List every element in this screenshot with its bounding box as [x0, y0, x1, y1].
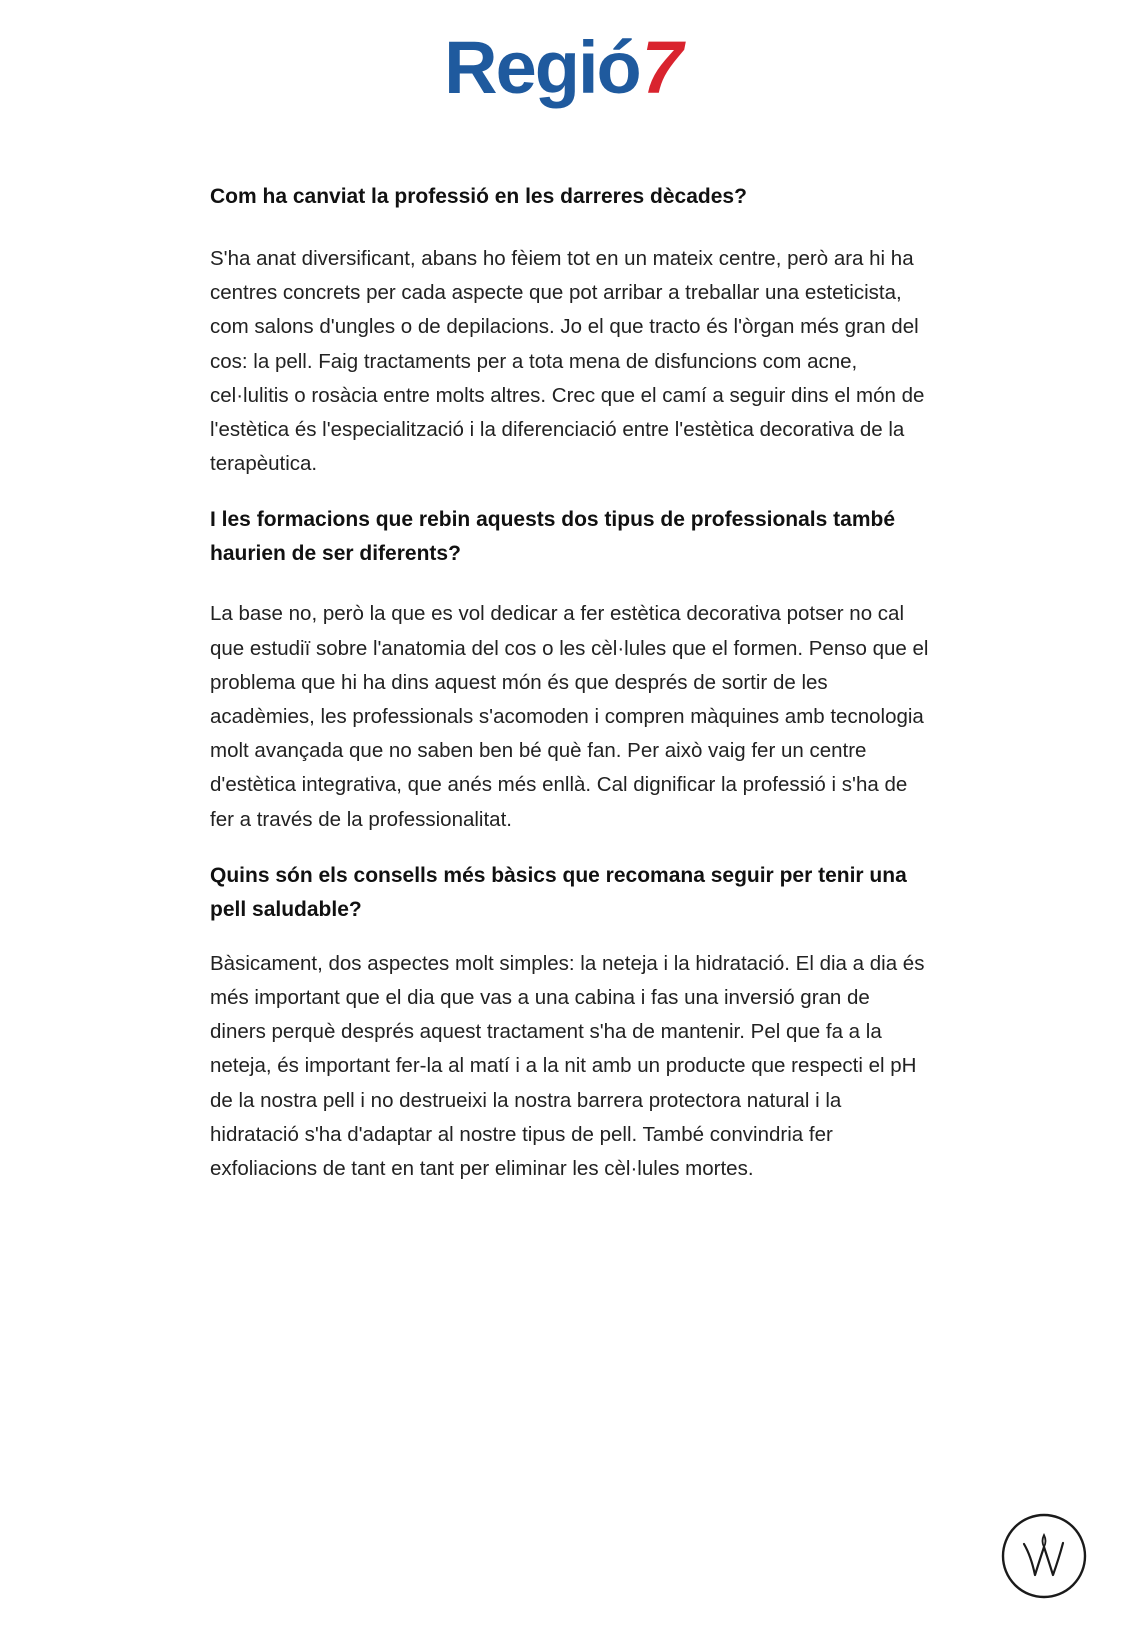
regio7-logo [444, 18, 681, 118]
circled-w-monogram-icon [1001, 1513, 1087, 1599]
answer-3: Bàsicament, dos aspectes molt simples: la neteja i la hidratació. El dia a dia és més important que el dia que vas a una cabina i fas una inversió gran de diners perquè després aquest tractament s'ha de mantenir. Pel que fa a la neteja, és important fer-la al matí i a la nit amb un producte que respecti el pH de la nostra pell i no destrueixi la nostra barrera protectora natural i la hidratació s'ha d'adaptar al nostre tipus de pell. També convindria fer exfoliacions de tant en tant per eliminar les cèl·lules mortes. [210, 951, 925, 1181]
logo-number: 7 [641, 26, 681, 109]
question-3: Quins són els consells més bàsics que recomana seguir per tenir una pell saludable? [210, 863, 907, 921]
logo-name: Regió [444, 26, 640, 109]
question-1: Com ha canviat la professió en les darreres dècades? [210, 185, 747, 208]
answer-1: S'ha anat diversificant, abans ho fèiem tot en un mateix centre, però ara hi ha centres concrets per cada aspecte que pot arribar a treballar una esteticista, com salons d'ungles o de depilacions. Jo el que tracto és l'òrgan més gran del cos: la pell. Faig tractaments per a tota mena de disfuncions com acne, cel·lulitis o rosàcia entre molts altres. Crec que el camí a seguir dins el món de l'estètica és l'especialització i la diferenciació entre l'estètica decorativa de la terapèutica. [210, 247, 925, 476]
masthead [0, 18, 1125, 118]
interview-article [210, 180, 930, 1186]
answer-2: La base no, però la que es vol dedicar a fer estètica decorativa potser no cal que estudiï sobre l'anatomia del cos o les cèl·lules que el formen. Penso que el problema que hi ha dins aquest món és que després de sortir de les acadèmies, les professionals s'acomoden i compren màquines amb tecnologia molt avançada que no saben ben bé què fan. Per això vaig fer un centre d'estètica integrativa, que anés més enllà. Cal dignificar la professió i s'ha de fer a través de la professionalitat. [210, 602, 929, 831]
question-2: I les formacions que rebin aquests dos tipus de professionals també haurien de ser diferents? [210, 508, 896, 566]
